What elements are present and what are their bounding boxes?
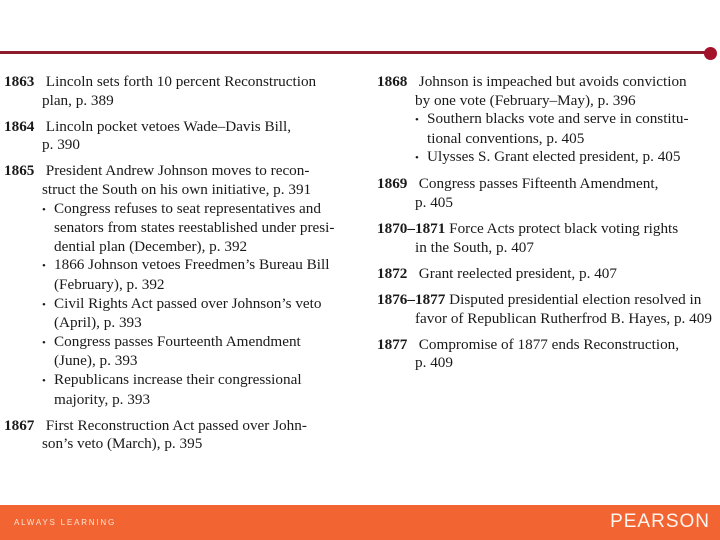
timeline-entry — [4, 162, 354, 409]
timeline-entry — [377, 336, 720, 373]
bullet-line: • Congress passes Fourteenth Amendment — [42, 333, 354, 353]
header-rule-dot — [704, 47, 717, 60]
entry-year: 1863 — [4, 73, 35, 90]
timeline-entry — [4, 73, 354, 110]
bullet-line: senators from states reestablished under presi- — [54, 219, 335, 237]
entry-text: Lincoln pocket vetoes Wade–Davis Bill, — [45, 117, 292, 135]
timeline-entry — [4, 417, 354, 454]
entry-bullet — [4, 371, 354, 409]
entry-line — [377, 336, 720, 355]
entry-line — [377, 265, 720, 284]
entry-year: 1868 — [377, 73, 408, 90]
timeline-left-column — [4, 73, 354, 461]
bullet-line: (April), p. 393 — [54, 314, 142, 332]
bullet-line: • Republicans increase their congressional — [42, 371, 354, 391]
bullet-line: • Ulysses S. Grant elected president, p. 405 — [415, 148, 720, 168]
entry-line — [377, 175, 720, 194]
entry-text: Compromise of 1877 ends Reconstruction, — [418, 335, 680, 353]
entry-bullet — [4, 333, 354, 371]
entry-line — [377, 239, 720, 258]
entry-line — [377, 220, 720, 239]
entry-text: struct the South on his own initiative, p. 391 — [42, 180, 312, 198]
timeline-entry — [377, 291, 720, 328]
bullet-line: tional conventions, p. 405 — [427, 129, 585, 147]
entry-text: Disputed presidential election resolved in — [449, 290, 702, 308]
entry-text: Force Acts protect black voting rights — [449, 220, 679, 238]
entry-line — [377, 291, 720, 310]
entry-text: Congress passes Fifteenth Amendment, — [418, 175, 659, 193]
entry-bullet — [4, 295, 354, 333]
entry-year: 1877 — [377, 335, 408, 353]
timeline-entry — [377, 73, 720, 168]
entry-line — [4, 92, 354, 111]
bullet-line: (June), p. 393 — [54, 352, 138, 370]
footer-bar — [0, 505, 720, 540]
header-rule — [0, 51, 710, 54]
timeline-right-column — [377, 73, 720, 380]
entry-text: President Andrew Johnson moves to recon- — [45, 162, 310, 180]
entry-text: son’s veto (March), p. 395 — [42, 435, 203, 453]
entry-year: 1867 — [4, 416, 35, 434]
entry-line — [377, 194, 720, 213]
entry-text: Grant reelected president, p. 407 — [418, 264, 617, 282]
entry-year: 1872 — [377, 264, 408, 282]
bullet-line: • Civil Rights Act passed over Johnson’s veto — [42, 295, 354, 315]
entry-text: p. 390 — [42, 136, 80, 154]
entry-line — [4, 435, 354, 454]
entry-text: by one vote (February–May), p. 396 — [415, 91, 636, 109]
entry-line — [377, 92, 720, 111]
entry-bullet — [4, 256, 354, 294]
entry-text: plan, p. 389 — [42, 91, 114, 109]
entry-year: 1876–1877 — [377, 290, 446, 308]
timeline-entry — [377, 175, 720, 212]
entry-line — [4, 118, 354, 137]
entry-text: p. 405 — [415, 194, 453, 212]
entry-line — [4, 417, 354, 436]
entry-bullet — [4, 200, 354, 257]
entry-line — [4, 162, 354, 181]
entry-line — [4, 73, 354, 92]
footer-tagline: ALWAYS LEARNING — [14, 518, 116, 527]
entry-line — [377, 310, 720, 329]
timeline-entry — [377, 265, 720, 284]
timeline-entry — [377, 220, 720, 257]
entry-line — [377, 73, 720, 92]
entry-bullet — [377, 110, 720, 148]
entry-line — [377, 354, 720, 373]
entry-text: First Reconstruction Act passed over John- — [45, 416, 307, 434]
bullet-line: majority, p. 393 — [54, 390, 151, 408]
timeline-entry — [4, 118, 354, 155]
entry-year: 1870–1871 — [377, 220, 446, 238]
bullet-line: • Southern blacks vote and serve in constitu- — [415, 110, 720, 130]
bullet-line: dential plan (December), p. 392 — [54, 237, 248, 255]
entry-bullet — [377, 148, 720, 168]
entry-text: Lincoln sets forth 10 percent Reconstruction — [45, 73, 317, 90]
entry-text: in the South, p. 407 — [415, 238, 534, 256]
pearson-logo: PEARSON — [610, 511, 710, 532]
bullet-line: • 1866 Johnson vetoes Freedmen’s Bureau Bill — [42, 256, 354, 276]
bullet-line: • Congress refuses to seat representatives and — [42, 200, 354, 220]
entry-line — [4, 181, 354, 200]
entry-year: 1864 — [4, 117, 35, 135]
entry-year: 1865 — [4, 162, 35, 180]
entry-year: 1869 — [377, 175, 408, 193]
entry-text: p. 409 — [415, 354, 453, 372]
bullet-line: (February), p. 392 — [54, 275, 165, 293]
entry-text: favor of Republican Rutherfrod B. Hayes, p. 409 — [415, 309, 712, 327]
entry-text: Johnson is impeached but avoids conviction — [418, 73, 687, 90]
entry-line — [4, 136, 354, 155]
